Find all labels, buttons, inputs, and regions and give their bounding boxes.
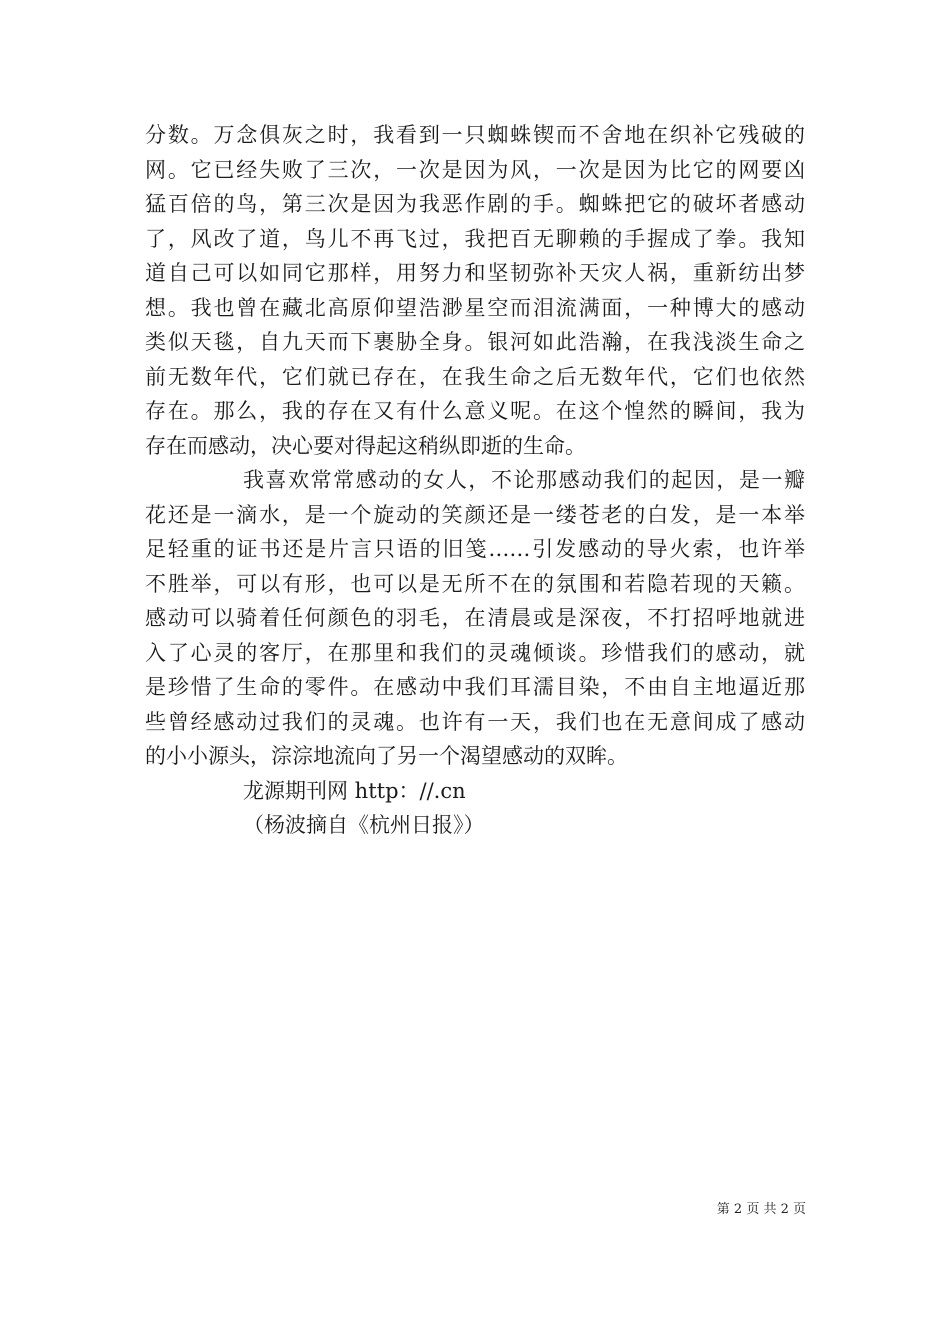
page-number: 第 2 页 共 2 页: [716, 1202, 806, 1217]
text-line: 花还是一滴水，是一个旋动的笑颜还是一缕苍老的白发，是一本举: [145, 502, 805, 527]
text-line: 我喜欢常常感动的女人，不论那感动我们的起因，是一瓣: [243, 468, 805, 492]
text-line: 些曾经感动过我们的灵魂。也许有一天，我们也在无意间成了感动: [145, 709, 805, 734]
text-line: 类似天毯，自九天而下裹胁全身。银河如此浩瀚，在我浅淡生命之: [145, 330, 805, 354]
source-site: 龙源期刊网 http：//.cn: [243, 778, 466, 803]
article-body: [145, 118, 805, 843]
paragraph-2: [145, 463, 805, 774]
text-line: 网。它已经失败了三次，一次是因为风，一次是因为比它的网要凶: [145, 157, 805, 182]
text-line: 足轻重的证书还是片言只语的旧笺……引发感动的导火索，也许举: [145, 537, 805, 561]
text-line: 是珍惜了生命的零件。在感动中我们耳濡目染，不由自主地逼近那: [145, 675, 805, 699]
text-line: 道自己可以如同它那样，用努力和坚韧弥补天灾人祸，重新纺出梦: [145, 261, 805, 285]
text-line: 不胜举，可以有形，也可以是无所不在的氛围和若隐若现的天籁。: [145, 571, 805, 596]
text-line: 入了心灵的客厅，在那里和我们的灵魂倾谈。珍惜我们的感动，就: [145, 640, 805, 665]
text-line: 存在。那么，我的存在又有什么意义呢。在这个惶然的瞬间，我为: [145, 399, 805, 423]
text-line: 感动可以骑着任何颜色的羽毛，在清晨或是深夜，不打招呼地就进: [145, 606, 805, 630]
attribution: （杨波摘自《杭州日报》）: [243, 813, 485, 837]
text-line: 存在而感动，决心要对得起这稍纵即逝的生命。: [145, 433, 586, 458]
text-line: 猛百倍的鸟，第三次是因为我恶作剧的手。蜘蛛把它的破坏者感动: [145, 192, 805, 216]
paragraph-1: [145, 118, 805, 463]
text-line: 的小小源头，淙淙地流向了另一个渴望感动的双眸。: [145, 744, 628, 768]
text-line: 前无数年代，它们就已存在，在我生命之后无数年代，它们也依然: [145, 364, 805, 389]
text-line: 分数。万念俱灰之时，我看到一只蜘蛛锲而不舍地在织补它残破的: [145, 123, 805, 147]
text-line: 想。我也曾在藏北高原仰望浩渺星空而泪流满面，一种博大的感动: [145, 295, 805, 320]
text-line: 了，风改了道，鸟儿不再飞过，我把百无聊赖的手握成了拳。我知: [145, 226, 805, 251]
